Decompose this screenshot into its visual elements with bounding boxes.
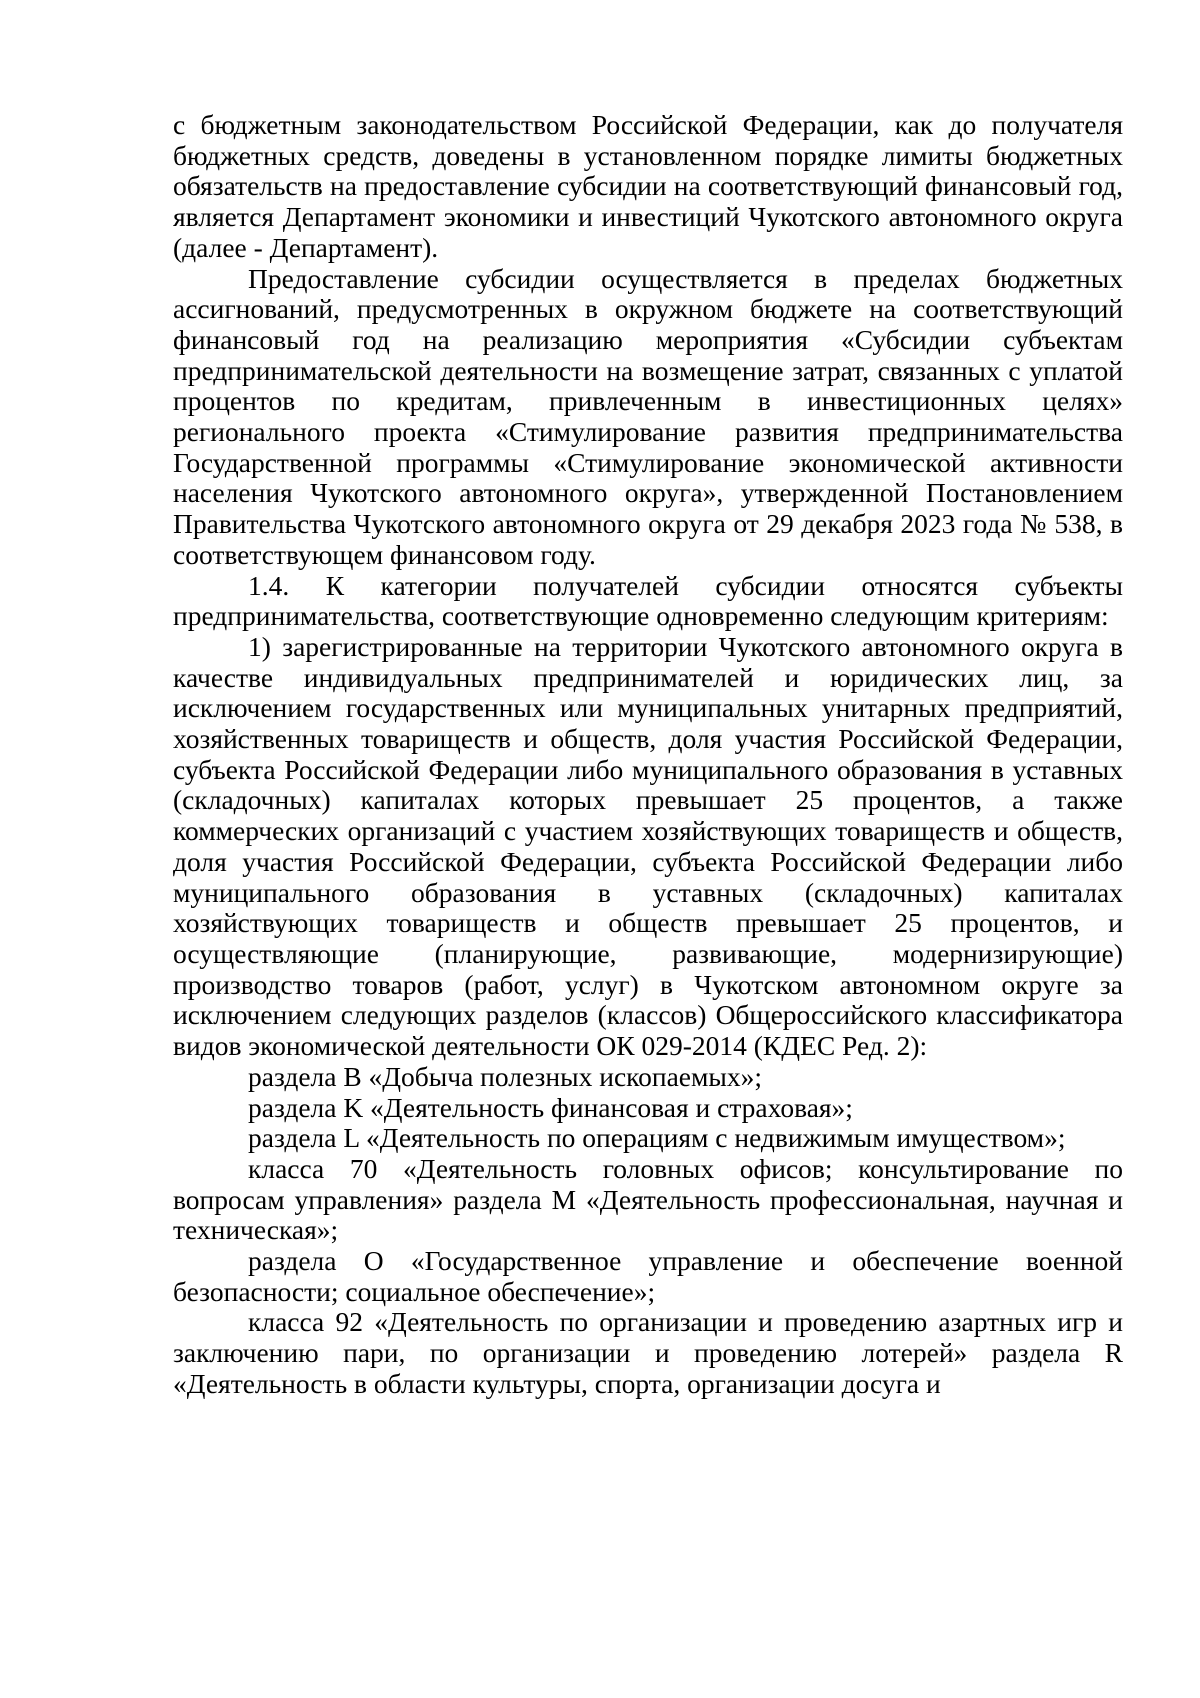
paragraph-continuation: с бюджетным законодательством Российской Федерации, как до получателя бюджетных средств, доведены в установленном порядке лимиты бюджетных обязательств на предоставление субсидии на соответствующий финансовый год, является Департамент экономики и инвестиций Чукотского автономного округа (далее - Департамент). [173, 109, 1123, 263]
list-item-section-l: раздела L «Деятельность по операциям с недвижимым имуществом»; [248, 1122, 1066, 1154]
list-item-section-o: раздела O «Государственное управление и обеспечение военной безопасности; социальное обеспечение»; [173, 1245, 1123, 1307]
list-item-class-70: класса 70 «Деятельность головных офисов; консультирование по вопросам управления» раздела M «Деятельность профессиональная, научная и техническая»; [173, 1152, 1123, 1246]
list-item-class-92: класса 92 «Деятельность по организации и проведению азартных игр и заключению пари, по организации и проведению лотерей» раздела R «Деятельность в области культуры, спорта, организации досуга и [173, 1306, 1123, 1399]
list-item-section-b: раздела B «Добыча полезных ископаемых»; [248, 1060, 763, 1092]
paragraph-section-1-4: 1.4. К категории получателей субсидии относятся субъекты предпринимательства, соответствующие одновременно следующим критериям: [173, 569, 1123, 632]
paragraph-budget-allocations: Предоставление субсидии осуществляется в пределах бюджетных ассигнований, предусмотренных в окружном бюджете на соответствующий финансовый год на реализацию мероприятия «Субсидии субъектам предпринимательской деятельности на возмещение затрат, связанных с уплатой процентов по кредитам, привлеченным в инвестиционных целях» регионального проекта «Стимулирование развития предпринимательства Государственной программы «Стимулирование экономической активности населения Чукотского автономного округа», утвержденной Постановлением Правительства Чукотского автономного округа от 29 декабря 2023 года № 538, в соответствующем финансовом году. [173, 262, 1123, 570]
paragraph-criterion-1: 1) зарегистрированные на территории Чукотского автономного округа в качестве индивидуальных предпринимателей и юридических лиц, за исключением государственных или муниципальных унитарных предприятий, хозяйственных товариществ и обществ, доля участия Российской Федерации, субъекта Российской Федерации либо муниципального образования в уставных (складочных) капиталах которых превышает 25 процентов, а также коммерческих организаций с участием хозяйствующих товариществ и обществ, доля участия Российской Федерации, субъекта Российской Федерации либо муниципального образования в уставных (складочных) капиталах хозяйствующих товариществ и обществ превышает 25 процентов, и осуществляющие (планирующие, развивающие, модернизирующие) производство товаров (работ, услуг) в Чукотском автономном округе за исключением следующих разделов (классов) Общероссийского классификатора видов экономической деятельности ОК 029-2014 (КДЕС Ред. 2): [173, 630, 1123, 1062]
list-item-section-k: раздела K «Деятельность финансовая и страховая»; [248, 1091, 853, 1123]
document-page [173, 110, 1123, 1400]
